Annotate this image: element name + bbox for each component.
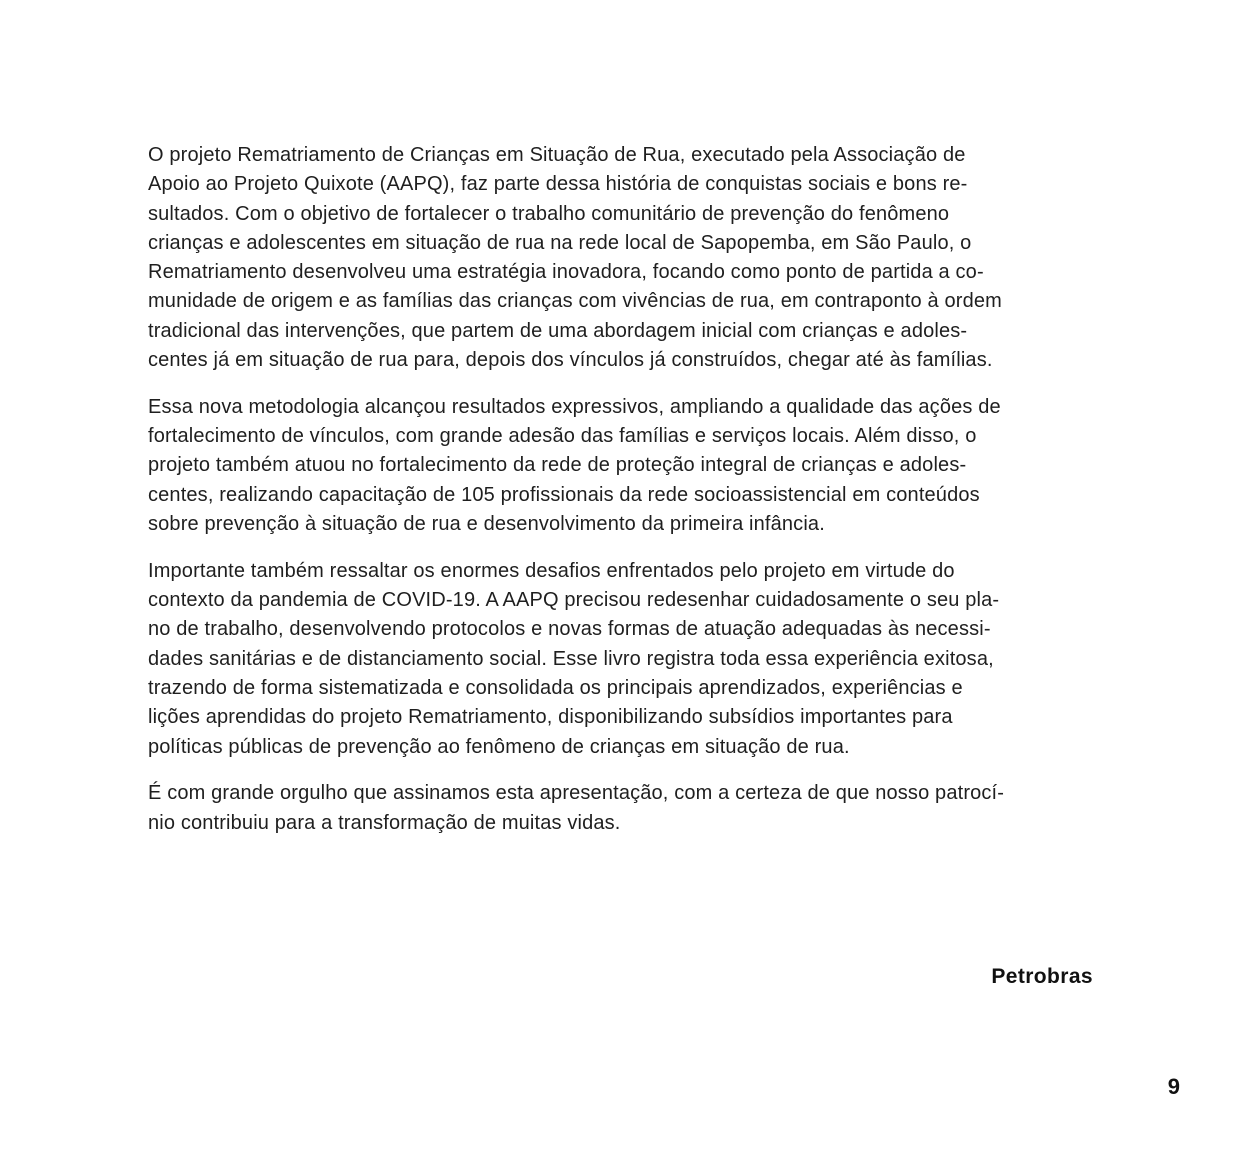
line: Importante também ressaltar os enormes desafios enfrentados pelo projeto em virtude do (148, 559, 955, 582)
line: fortalecimento de vínculos, com grande adesão das famílias e serviços locais. Além disso, o (148, 425, 977, 448)
line: centes, realizando capacitação de 105 profissionais da rede socioassistencial em conteúdos (148, 483, 980, 506)
paragraph-3 (148, 557, 1094, 762)
line: contexto da pandemia de COVID-19. A AAPQ precisou redesenhar cuidadosamente o seu pla- (148, 589, 1000, 612)
line: tradicional das intervenções, que partem de uma abordagem inicial com crianças e adoles- (148, 319, 968, 342)
line: crianças e adolescentes em situação de rua na rede local de Sapopemba, em São Paulo, o (148, 231, 972, 254)
body-text (148, 141, 1094, 856)
line: Rematriamento desenvolveu uma estratégia inovadora, focando como ponto de partida a co- (148, 261, 984, 284)
paragraph-2 (148, 393, 1094, 539)
line: É com grande orgulho que assinamos esta apresentação, com a certeza de que nosso patrocí- (148, 782, 1005, 805)
line: dades sanitárias e de distanciamento social. Esse livro registra toda essa experiência exitosa, (148, 647, 994, 670)
line: trazendo de forma sistematizada e consolidada os principais aprendizados, experiências e (148, 677, 963, 700)
line: sultados. Com o objetivo de fortalecer o trabalho comunitário de prevenção do fenômeno (148, 202, 950, 225)
line: Essa nova metodologia alcançou resultados expressivos, ampliando a qualidade das ações de (148, 395, 1001, 418)
page-number: 9 (1167, 1074, 1180, 1099)
line: Apoio ao Projeto Quixote (AAPQ), faz parte dessa história de conquistas sociais e bons re- (148, 173, 968, 196)
line: munidade de origem e as famílias das crianças com vivências de rua, em contraponto à ordem (148, 290, 1002, 313)
line: no de trabalho, desenvolvendo protocolos e novas formas de atuação adequadas às necessi- (148, 618, 991, 641)
line: lições aprendidas do projeto Rematriamento, disponibilizando subsídios importantes para (148, 706, 953, 729)
paragraph-1 (148, 141, 1094, 375)
line: sobre prevenção à situação de rua e desenvolvimento da primeira infância. (148, 513, 825, 536)
paragraph-4 (148, 779, 1094, 838)
line: centes já em situação de rua para, depois dos vínculos já construídos, chegar até às famílias. (148, 349, 993, 372)
line: nio contribuiu para a transformação de muitas vidas. (148, 811, 621, 834)
signature: Petrobras (991, 965, 1093, 988)
line: projeto também atuou no fortalecimento da rede de proteção integral de crianças e adoles- (148, 454, 967, 477)
line: O projeto Rematriamento de Crianças em Situação de Rua, executado pela Associação de (148, 144, 966, 166)
line: políticas públicas de prevenção ao fenômeno de crianças em situação de rua. (148, 735, 850, 758)
